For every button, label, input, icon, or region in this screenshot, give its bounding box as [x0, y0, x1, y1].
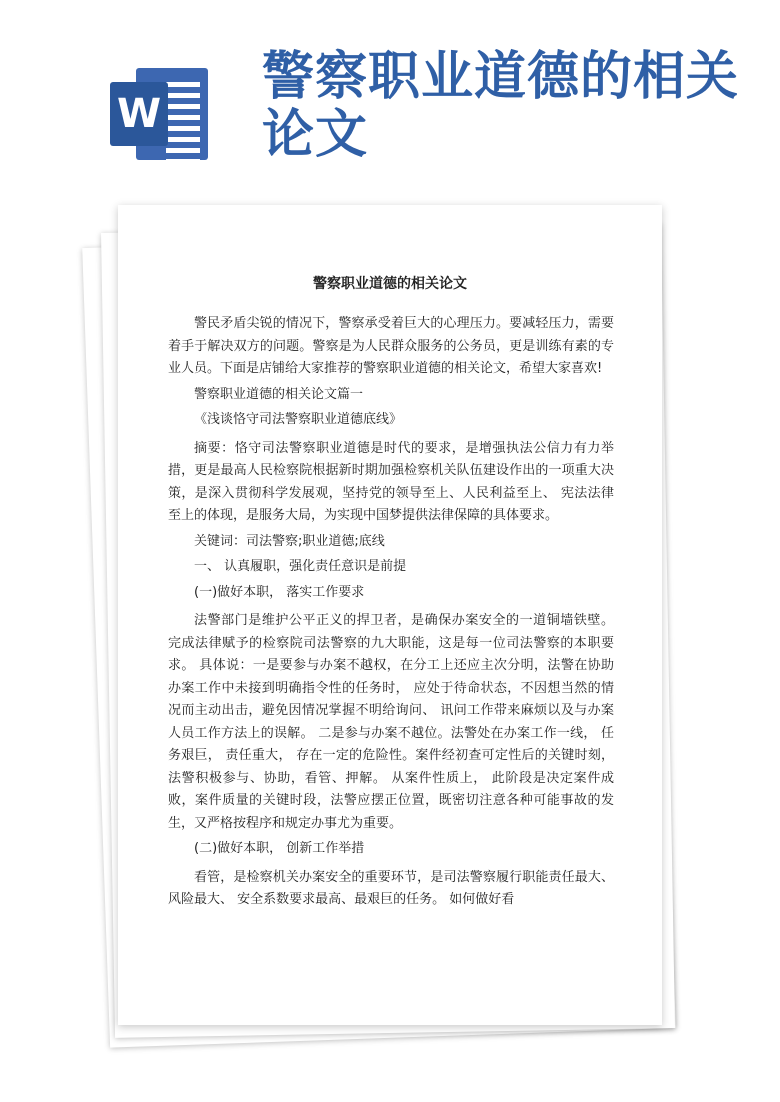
- paragraph-intro: 警民矛盾尖锐的情况下，警察承受着巨大的心理压力。要减轻压力，需要着手于解决双方的问题。警察是为人民群众服务的公务员，更是训练有素的专业人员。下面是店铺给大家推荐的警察职业道德的相关论文，希望大家喜欢!: [168, 316, 614, 376]
- paragraph-essay-title: 《浅谈恪守司法警察职业道德底线》: [194, 412, 403, 427]
- paragraph-abstract: 摘要：恪守司法警察职业道德是时代的要求，是增强执法公信力有力举措，更是最高人民检察院根据新时期加强检察机关队伍建设作出的一项重大决策，是深入贯彻科学发展观，坚持党的领导至上、人民利益至上、 宪法法律至上的体现，是服务大局，为实现中国梦提供法律保障的具体要求。: [168, 440, 614, 523]
- paragraph-heading-1: 一、 认真履职，强化责任意识是前提: [194, 559, 407, 574]
- paragraph-body-1: 法警部门是维护公平正义的捍卫者，是确保办案安全的一道铜墙铁壁。 完成法律赋予的检察院司法警察的九大职能，这是每一位司法警察的本职要求。 具体说：一是要参与办案不越权，在分工上还应主次分明，法警在协助办案工作中未接到明确指令性的任务时， 应处于待命状态，不因想当然的情况而主动出击，避免因情况掌握不明给询问、 讯问工作带来麻烦以及与办案人员工作方法上的误解。 二是参与办案不越位。法警处在办案工作一线， 任务艰巨， 责任重大， 存在一定的危险性。案件经初查可定性后的关键时刻，法警积极参与、协助，看管、押解。 从案件性质上， 此阶段是决定案件成败，案件质量的关键时段，法警应摆正位置，既密切注意各种可能事故的发生，又严格按程序和规定办事尤为重要。: [168, 613, 614, 831]
- document-page: [118, 205, 662, 1025]
- paragraph-keywords: 关键词：司法警察;职业道德;底线: [194, 533, 385, 549]
- header: [0, 0, 780, 200]
- paragraph-subheading-1: (一)做好本职， 落实工作要求: [194, 584, 365, 600]
- paragraph-subheading-2: (二)做好本职， 创新工作举措: [194, 841, 365, 856]
- document-body: [168, 313, 614, 915]
- paragraph-body-2: 看管，是检察机关办案安全的重要环节，是司法警察履行职能责任最大、 风险最大、 安全系数要求最高、最艰巨的任务。 如何做好看: [168, 869, 614, 907]
- paragraph-section-label: 警察职业道德的相关论文篇一: [194, 386, 364, 402]
- page-title: 警察职业道德的相关论文: [262, 47, 740, 165]
- word-icon-letter: W: [110, 82, 168, 146]
- word-document-icon: [110, 68, 210, 160]
- document-title: 警察职业道德的相关论文: [313, 276, 467, 292]
- word-icon-lines: [166, 82, 200, 170]
